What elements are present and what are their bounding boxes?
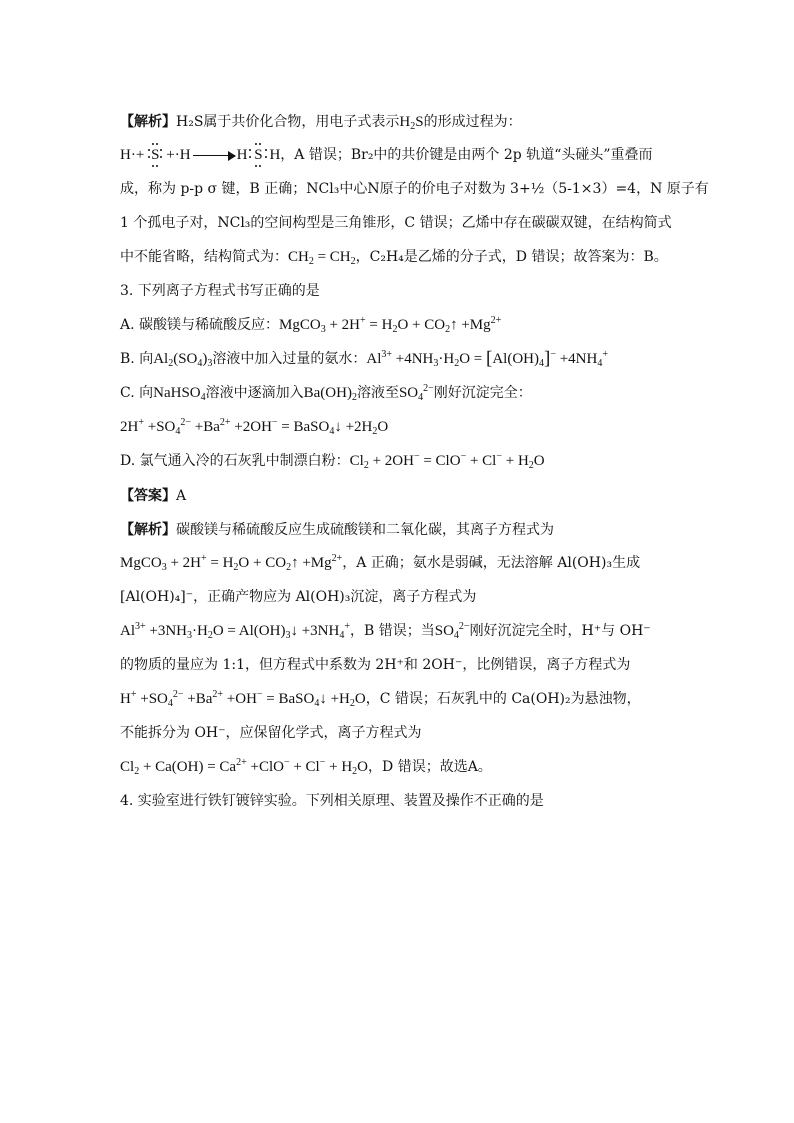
formula-sulfate: $SO_4^{2-}$ bbox=[434, 621, 470, 641]
q3-analysis-line-6 bbox=[120, 682, 680, 716]
option-d-text: D. 氯气通入冷的石灰乳中制漂白粉： bbox=[120, 453, 350, 469]
option-c-text: 溶液至 bbox=[356, 385, 399, 401]
answer-value: A bbox=[176, 488, 187, 504]
analysis-label: 【解析】 bbox=[120, 521, 176, 537]
analysis-text: 碳酸镁与稀硫酸反应生成硫酸镁和二氧化碳，其离子方程式为 bbox=[176, 522, 554, 538]
option-b-text: B. 向 bbox=[120, 351, 154, 367]
analysis-text: H₂S属于共价化合物，用电子式表示 bbox=[176, 114, 400, 130]
analysis-text: 刚好沉淀完全时，H⁺与 OH⁻ bbox=[469, 623, 651, 639]
question-3-stem: 3. 下列离子方程式书写正确的是 bbox=[120, 283, 320, 299]
formula-baoh2: $Ba(OH)_2$ bbox=[303, 385, 357, 403]
q2-analysis-line-3: 成，称为 p-p σ 键，B 正确；NCl₃中心N原子的价电子对数为 3+½（5-1×3）=4，N 原子有 bbox=[120, 181, 709, 197]
document-page bbox=[120, 104, 709, 818]
formula-h2s: $H_2S$ bbox=[399, 114, 424, 132]
formula-nahso4: NaHSO$_4$ bbox=[153, 385, 206, 403]
q3-analysis-line-2 bbox=[120, 546, 680, 580]
electron-formula-h2s-formation: H·+ S +·H H S H bbox=[120, 147, 280, 163]
formula-al2so43: $Al_2(SO_4)_3$ bbox=[153, 351, 213, 369]
analysis-text: ，A 正确；氨水是弱碱，无法溶解 Al(OH)₃生成 bbox=[342, 555, 641, 571]
option-c-equation bbox=[120, 410, 680, 444]
q3-analysis-line-1 bbox=[120, 512, 680, 546]
sulfur-electron-dots: S bbox=[144, 138, 166, 172]
equation-option-b: $Al^{3+} +4NH_3\cdot H_2O = [Al(OH)_4]^- +4NH_4^+$ bbox=[366, 348, 608, 369]
formula-ethene: $CH_2 = CH_2$ bbox=[288, 249, 356, 267]
q2-analysis-line-2 bbox=[120, 138, 680, 172]
analysis-text: 中不能省略，结构简式为： bbox=[120, 249, 288, 265]
reaction-arrow bbox=[193, 155, 235, 157]
equation-analysis-c: $H^+ +SO_4^{2-} +Ba^{2+} +OH^-$ = BaSO$_4$↓ $+H_2O$ bbox=[120, 689, 366, 709]
analysis-text: ，D 错误；故选A。 bbox=[368, 759, 492, 775]
equation-option-d: $Cl_2 + 2OH^- = ClO^- + Cl^- + H_2O$ bbox=[349, 451, 545, 471]
option-b bbox=[120, 342, 680, 376]
analysis-text: ，C₂H₄是乙烯的分子式，D 错误；故答案为：B。 bbox=[355, 249, 668, 265]
answer-label: 【答案】 bbox=[120, 487, 176, 503]
formula-sulfate: $SO_4^{2-}$ bbox=[398, 383, 434, 403]
analysis-label: 【解析】 bbox=[120, 113, 176, 129]
q3-analysis-line-5: 的物质的量应为 1:1，但方程式中系数为 2H⁺和 2OH⁻，比例错误，离子方程式为 bbox=[120, 657, 631, 673]
q2-analysis-line-4: 1 个孤电子对，NCl₃的空间构型是三角锥形，C 错误；乙烯中存在碳碳双键，在结构简式 bbox=[120, 215, 672, 231]
equation-option-c: $2H^+ +SO_4^{2-} +Ba^{2+} +2OH^-$ = BaSO$_4$↓ $+2H_2O$ bbox=[120, 417, 389, 437]
analysis-text: ，A 错误；Br₂中的共价键是由两个 2p 轨道“头碰头”重叠而 bbox=[280, 147, 653, 163]
q2-analysis-line-1 bbox=[120, 104, 680, 138]
answer-line bbox=[120, 478, 680, 512]
q3-analysis-line-8 bbox=[120, 750, 680, 784]
q3-analysis-line-4 bbox=[120, 614, 680, 648]
equation-analysis-d: $Cl_2 + Ca(OH) = Ca^{2+} +ClO^- + Cl^- + H_2O$ bbox=[120, 757, 369, 777]
q3-analysis-line-3: [Al(OH)₄]⁻，正确产物应为 Al(OH)₃沉淀，离子方程式为 bbox=[120, 589, 477, 605]
option-c-text: 刚好沉淀完全： bbox=[433, 385, 532, 401]
equation-option-a: MgCO$_3$ + $2H^+ = H_2O$ + $CO_2↑ +Mg^{2+}$ bbox=[279, 315, 502, 335]
analysis-text: ，B 错误；当 bbox=[349, 623, 435, 639]
question-4-stem: 4. 实验室进行铁钉镀锌实验。下列相关原理、装置及操作不正确的是 bbox=[120, 793, 544, 809]
option-a-text: A. 碳酸镁与稀硫酸反应： bbox=[120, 317, 280, 333]
option-b-text: 溶液中加入过量的氨水： bbox=[212, 351, 367, 367]
option-c-text: C. 向 bbox=[120, 385, 154, 401]
sulfur-electron-dots: S bbox=[247, 138, 269, 172]
q2-analysis-line-5 bbox=[120, 240, 680, 274]
option-d bbox=[120, 444, 680, 478]
equation-analysis-a: MgCO$_3$ + $2H^+ = H_2O$ + $CO_2↑ +Mg^{2+}$ bbox=[120, 553, 343, 573]
option-c bbox=[120, 376, 680, 410]
option-c-text: 溶液中逐滴加入 bbox=[205, 385, 304, 401]
q3-analysis-line-7: 不能拆分为 OH⁻，应保留化学式，离子方程式为 bbox=[120, 725, 422, 741]
analysis-text: 的形成过程为： bbox=[423, 114, 522, 130]
equation-analysis-b: $Al^{3+} +3NH_3\cdot H_2O$ = $Al(OH)_3↓ +3NH_4^+$ bbox=[120, 621, 350, 641]
analysis-text: ，C 错误；石灰乳中的 Ca(OH)₂为悬浊物， bbox=[365, 691, 641, 707]
option-a bbox=[120, 308, 680, 342]
